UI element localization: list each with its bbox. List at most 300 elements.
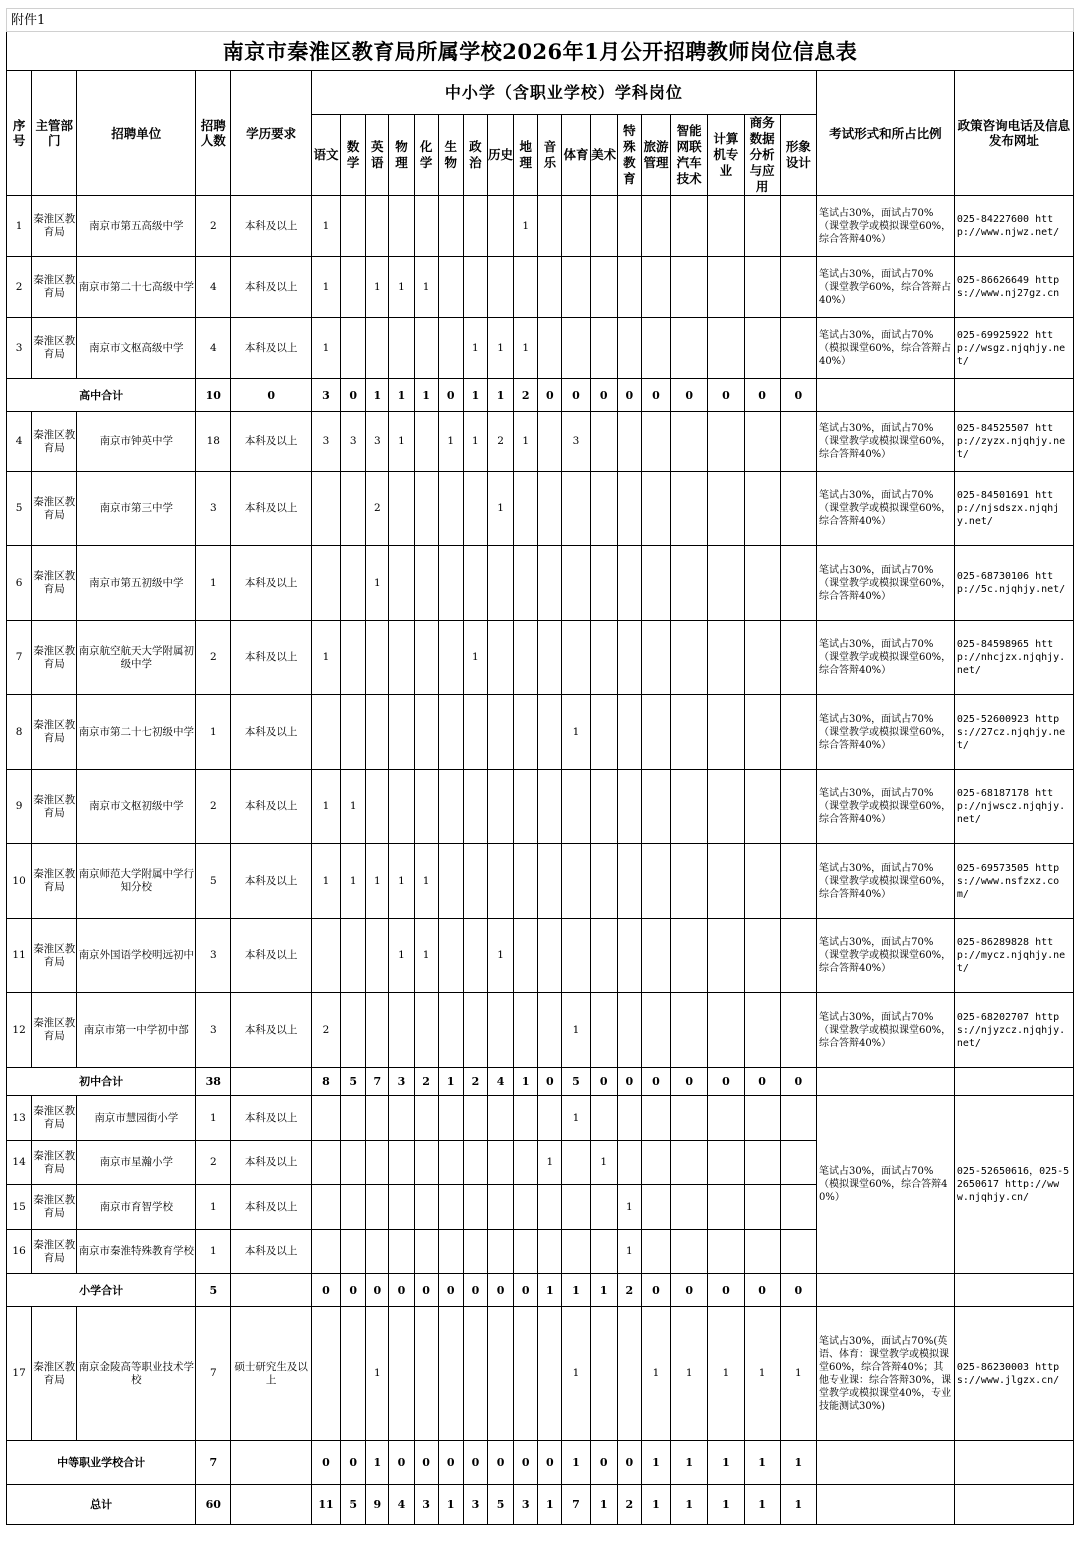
- subtotal-cell: 0: [341, 379, 366, 412]
- row-department: 秦淮区教育局: [32, 919, 77, 993]
- subtotal-contact-empty: [954, 1068, 1073, 1096]
- subject-cell: [538, 993, 562, 1068]
- subject-cell: [414, 472, 438, 546]
- row-department: 秦淮区教育局: [32, 257, 77, 318]
- subject-cell: [311, 1096, 340, 1141]
- subject-cell: [780, 770, 816, 844]
- subtotal-cell: 0: [311, 1441, 340, 1485]
- subject-cell: [744, 1096, 780, 1141]
- subject-cell: [744, 412, 780, 472]
- subtotal-cell: 4: [389, 1485, 414, 1525]
- subject-cell: [708, 621, 744, 695]
- subtotal-cell: 1: [366, 1441, 389, 1485]
- subject-header: 政治: [463, 115, 487, 196]
- subject-cell: [311, 1230, 340, 1274]
- subject-cell: [562, 318, 590, 379]
- subject-cell: 1: [514, 196, 538, 257]
- subject-cell: [562, 1185, 590, 1230]
- table-row: [7, 546, 1074, 621]
- subject-cell: [562, 196, 590, 257]
- subject-cell: 1: [311, 844, 340, 919]
- subject-cell: [538, 770, 562, 844]
- subtotal-cell: 0: [366, 1274, 389, 1307]
- subject-cell: [590, 993, 617, 1068]
- row-contact: 025-84501691 http://njsdszx.njqhjy.net/: [954, 472, 1073, 546]
- subject-cell: [366, 318, 389, 379]
- subject-cell: 2: [311, 993, 340, 1068]
- subtotal-cell: 1: [366, 379, 389, 412]
- subtotal-cell: 0: [617, 379, 641, 412]
- row-unit: 南京市第五初级中学: [77, 546, 196, 621]
- subtotal-cell: 1: [562, 1274, 590, 1307]
- subject-cell: [590, 472, 617, 546]
- row-count: 1: [196, 695, 231, 770]
- row-exam: 笔试占30%，面试占70%（模拟课堂60%，综合答辩占40%）: [816, 318, 954, 379]
- subtotal-cell: 5: [562, 1068, 590, 1096]
- row-exam: 笔试占30%，面试占70%（课堂教学或模拟课堂60%，综合答辩40%）: [816, 993, 954, 1068]
- subtotal-cell: 0: [562, 379, 590, 412]
- table-row: [7, 919, 1074, 993]
- subject-cell: [590, 844, 617, 919]
- subject-header: 特殊教育: [617, 115, 641, 196]
- subtotal-cell: 1: [744, 1485, 780, 1525]
- subtotal-cell: 1: [414, 379, 438, 412]
- subject-cell: 1: [463, 412, 487, 472]
- row-education: 本科及以上: [231, 1230, 312, 1274]
- subject-cell: [617, 1307, 641, 1441]
- subject-cell: [414, 318, 438, 379]
- subtotal-cell: 0: [671, 379, 708, 412]
- subject-cell: 1: [366, 1307, 389, 1441]
- row-exam: 笔试占30%，面试占70%（课堂教学或模拟课堂60%，综合答辩40%）: [816, 196, 954, 257]
- row-unit: 南京市第二十七高级中学: [77, 257, 196, 318]
- subject-cell: [562, 546, 590, 621]
- subject-cell: [708, 770, 744, 844]
- subtotal-cell: 1: [438, 1068, 463, 1096]
- subtotal-cell: 2: [463, 1068, 487, 1096]
- row-department: 秦淮区教育局: [32, 472, 77, 546]
- subject-cell: [671, 412, 708, 472]
- row-education: 本科及以上: [231, 1185, 312, 1230]
- subtotal-cell: 0: [744, 1068, 780, 1096]
- row-contact: 025-86230003 https://www.jlgzx.cn/: [954, 1307, 1073, 1441]
- subject-cell: 1: [366, 257, 389, 318]
- row-education: 本科及以上: [231, 770, 312, 844]
- subtotal-cell: 5: [341, 1485, 366, 1525]
- subject-cell: [744, 1185, 780, 1230]
- subtotal-cell: 2: [414, 1068, 438, 1096]
- subject-cell: [438, 1307, 463, 1441]
- row-index: 2: [7, 257, 32, 318]
- subtotal-cell: 1: [538, 1485, 562, 1525]
- subject-cell: [641, 546, 670, 621]
- subject-cell: [780, 1185, 816, 1230]
- row-index: 13: [7, 1096, 32, 1141]
- subject-cell: 1: [641, 1307, 670, 1441]
- subtotal-label: 总计: [7, 1485, 196, 1525]
- subtotal-label: 中等职业学校合计: [7, 1441, 196, 1485]
- header-contact: 政策咨询电话及信息发布网址: [954, 71, 1073, 196]
- subject-cell: [780, 257, 816, 318]
- subject-cell: [389, 1096, 414, 1141]
- table-row: [7, 318, 1074, 379]
- subject-cell: [562, 257, 590, 318]
- table-row: [7, 472, 1074, 546]
- subject-cell: [341, 1307, 366, 1441]
- subject-cell: [414, 1307, 438, 1441]
- subject-header: 数学: [341, 115, 366, 196]
- subject-cell: [590, 1307, 617, 1441]
- row-index: 12: [7, 993, 32, 1068]
- subject-cell: [414, 1230, 438, 1274]
- subtotal-cell: 0: [538, 1441, 562, 1485]
- subject-cell: [514, 1230, 538, 1274]
- subject-cell: [538, 621, 562, 695]
- subject-cell: 1: [538, 1141, 562, 1185]
- subject-cell: 1: [514, 318, 538, 379]
- page-title: 南京市秦淮区教育局所属学校2026年1月公开招聘教师岗位信息表: [7, 32, 1074, 71]
- subtotal-cell: 0: [780, 1274, 816, 1307]
- subject-cell: [617, 196, 641, 257]
- row-index: 8: [7, 695, 32, 770]
- subtotal-cell: 2: [617, 1274, 641, 1307]
- subtotal-contact-empty: [954, 1485, 1073, 1525]
- subject-cell: 1: [389, 919, 414, 993]
- subject-cell: 3: [562, 412, 590, 472]
- subject-cell: [487, 621, 513, 695]
- subtotal-cell: 0: [744, 379, 780, 412]
- subject-cell: [311, 472, 340, 546]
- subject-cell: [366, 1096, 389, 1141]
- subtotal-cell: 0: [744, 1274, 780, 1307]
- subject-cell: 1: [414, 919, 438, 993]
- subject-cell: [671, 318, 708, 379]
- subject-cell: [780, 472, 816, 546]
- row-department: 秦淮区教育局: [32, 1185, 77, 1230]
- subject-cell: [671, 993, 708, 1068]
- subtotal-cell: 1: [744, 1441, 780, 1485]
- subject-cell: [780, 1141, 816, 1185]
- subject-cell: 1: [311, 196, 340, 257]
- row-department: 秦淮区教育局: [32, 844, 77, 919]
- subject-cell: [341, 257, 366, 318]
- subject-cell: [538, 196, 562, 257]
- subject-cell: [744, 993, 780, 1068]
- subject-cell: [538, 546, 562, 621]
- header-subject-group: 中小学（含职业学校）学科岗位: [311, 71, 816, 115]
- subject-cell: [538, 257, 562, 318]
- subject-cell: [708, 196, 744, 257]
- subject-cell: [744, 472, 780, 546]
- subject-cell: [744, 546, 780, 621]
- subject-cell: [641, 1096, 670, 1141]
- subject-cell: [708, 546, 744, 621]
- subject-cell: [487, 1096, 513, 1141]
- subtotal-contact-empty: [954, 1274, 1073, 1307]
- subject-cell: [414, 1185, 438, 1230]
- subtotal-cell: 0: [463, 1441, 487, 1485]
- subject-cell: [641, 318, 670, 379]
- subject-cell: [463, 695, 487, 770]
- subject-cell: 2: [487, 412, 513, 472]
- subject-cell: [366, 695, 389, 770]
- subject-cell: [463, 546, 487, 621]
- subject-cell: 1: [514, 412, 538, 472]
- subtotal-cell: 1: [708, 1441, 744, 1485]
- subject-cell: [671, 1185, 708, 1230]
- table-row: [7, 1307, 1074, 1441]
- row-department: 秦淮区教育局: [32, 196, 77, 257]
- subtotal-education: [231, 1274, 312, 1307]
- subject-cell: [641, 412, 670, 472]
- subject-cell: [590, 546, 617, 621]
- subject-cell: [590, 919, 617, 993]
- subject-cell: [641, 695, 670, 770]
- row-count: 2: [196, 770, 231, 844]
- subtotal-cell: 0: [641, 1068, 670, 1096]
- subject-cell: [438, 257, 463, 318]
- subtotal-exam-empty: [816, 1485, 954, 1525]
- subject-cell: [641, 993, 670, 1068]
- subtotal-cell: 1: [590, 1485, 617, 1525]
- subject-header: 旅游管理: [641, 115, 670, 196]
- subject-cell: 1: [780, 1307, 816, 1441]
- subtotal-cell: 0: [341, 1274, 366, 1307]
- row-index: 11: [7, 919, 32, 993]
- subtotal-cell: 1: [641, 1441, 670, 1485]
- row-exam: 笔试占30%，面试占70%（课堂教学或模拟课堂60%，综合答辩40%）: [816, 695, 954, 770]
- subject-cell: [671, 844, 708, 919]
- subject-cell: [389, 1185, 414, 1230]
- subject-cell: [514, 1141, 538, 1185]
- subject-cell: [311, 695, 340, 770]
- subject-cell: [590, 196, 617, 257]
- subject-cell: [514, 257, 538, 318]
- subject-cell: [438, 472, 463, 546]
- row-education: 本科及以上: [231, 546, 312, 621]
- header-unit: 招聘单位: [77, 71, 196, 196]
- subject-cell: [311, 919, 340, 993]
- subtotal-count: 60: [196, 1485, 231, 1525]
- subject-header: 语文: [311, 115, 340, 196]
- subject-header: 形象设计: [780, 115, 816, 196]
- subject-cell: [538, 1230, 562, 1274]
- subject-cell: [311, 1307, 340, 1441]
- subtotal-cell: 3: [514, 1485, 538, 1525]
- row-contact: 025-86289828 http://mycz.njqhjy.net/: [954, 919, 1073, 993]
- subject-cell: [780, 412, 816, 472]
- subject-cell: [708, 318, 744, 379]
- subject-cell: [514, 695, 538, 770]
- subtotal-cell: 0: [708, 1274, 744, 1307]
- subtotal-cell: 0: [438, 379, 463, 412]
- subject-cell: 1: [562, 993, 590, 1068]
- subject-cell: [671, 621, 708, 695]
- subject-cell: [341, 1185, 366, 1230]
- row-index: 9: [7, 770, 32, 844]
- row-unit: 南京市星瀚小学: [77, 1141, 196, 1185]
- subject-cell: 2: [366, 472, 389, 546]
- subject-cell: [414, 770, 438, 844]
- subject-cell: 1: [311, 257, 340, 318]
- subtotal-cell: 4: [487, 1068, 513, 1096]
- subtotal-cell: 0: [438, 1441, 463, 1485]
- row-index: 3: [7, 318, 32, 379]
- subject-cell: 1: [341, 770, 366, 844]
- row-unit: 南京市慧园街小学: [77, 1096, 196, 1141]
- subject-cell: [414, 546, 438, 621]
- subtotal-cell: 1: [562, 1441, 590, 1485]
- subject-cell: [414, 1141, 438, 1185]
- primary-exam: 笔试占30%，面试占70%（模拟课堂60%，综合答辩40%）: [816, 1096, 954, 1274]
- attachment-label: 附件1: [7, 9, 1074, 32]
- row-contact: 025-69573505 https://www.nsfzxz.com/: [954, 844, 1073, 919]
- subject-cell: [514, 1185, 538, 1230]
- subject-cell: [744, 770, 780, 844]
- subject-cell: [590, 1185, 617, 1230]
- row-index: 1: [7, 196, 32, 257]
- subject-cell: [341, 318, 366, 379]
- subject-cell: [514, 993, 538, 1068]
- subject-cell: [562, 770, 590, 844]
- subject-header: 地理: [514, 115, 538, 196]
- row-department: 秦淮区教育局: [32, 318, 77, 379]
- subject-cell: 1: [708, 1307, 744, 1441]
- subject-cell: [671, 257, 708, 318]
- row-index: 5: [7, 472, 32, 546]
- header-department: 主管部门: [32, 71, 77, 196]
- subject-cell: [744, 1230, 780, 1274]
- subject-cell: [487, 770, 513, 844]
- row-education: 本科及以上: [231, 472, 312, 546]
- table-row: [7, 695, 1074, 770]
- row-education: 本科及以上: [231, 196, 312, 257]
- subject-cell: [708, 844, 744, 919]
- subject-cell: [463, 844, 487, 919]
- subject-cell: 1: [311, 318, 340, 379]
- subject-cell: [538, 1185, 562, 1230]
- subject-cell: [366, 196, 389, 257]
- subject-cell: [562, 1230, 590, 1274]
- subject-cell: [341, 1141, 366, 1185]
- subject-cell: [438, 1096, 463, 1141]
- row-contact: 025-84227600 http://www.njwz.net/: [954, 196, 1073, 257]
- subject-cell: 1: [487, 318, 513, 379]
- table-row: [7, 844, 1074, 919]
- subject-cell: [514, 1307, 538, 1441]
- row-unit: 南京市第一中学初中部: [77, 993, 196, 1068]
- subtotal-cell: 11: [311, 1485, 340, 1525]
- subtotal-cell: 0: [708, 1068, 744, 1096]
- row-exam: 笔试占30%，面试占70%（课堂教学或模拟课堂60%，综合答辩40%）: [816, 412, 954, 472]
- subtotal-count: 7: [196, 1441, 231, 1485]
- subject-cell: [366, 993, 389, 1068]
- subtotal-cell: 0: [311, 1274, 340, 1307]
- subject-cell: [514, 1096, 538, 1141]
- subject-cell: 1: [414, 257, 438, 318]
- subject-cell: 1: [463, 318, 487, 379]
- subject-cell: [562, 621, 590, 695]
- subject-cell: [389, 770, 414, 844]
- row-unit: 南京市钟英中学: [77, 412, 196, 472]
- subtotal-cell: 0: [487, 1274, 513, 1307]
- subject-cell: [389, 993, 414, 1068]
- row-education: 本科及以上: [231, 695, 312, 770]
- subtotal-cell: 1: [590, 1274, 617, 1307]
- subject-cell: [389, 621, 414, 695]
- subtotal-cell: 0: [463, 1274, 487, 1307]
- row-department: 秦淮区教育局: [32, 621, 77, 695]
- subtotal-cell: 1: [389, 379, 414, 412]
- subject-cell: 3: [311, 412, 340, 472]
- row-education: 本科及以上: [231, 621, 312, 695]
- recruitment-table: [6, 8, 1074, 1525]
- subtotal-exam-empty: [816, 1068, 954, 1096]
- subtotal-cell: 0: [617, 1068, 641, 1096]
- subject-cell: [311, 1141, 340, 1185]
- subtotal-education: [231, 1485, 312, 1525]
- subject-cell: [590, 1230, 617, 1274]
- row-count: 2: [196, 621, 231, 695]
- subject-cell: [671, 1230, 708, 1274]
- subject-cell: [341, 993, 366, 1068]
- subject-cell: [366, 770, 389, 844]
- subject-cell: [311, 1185, 340, 1230]
- subject-cell: 1: [617, 1230, 641, 1274]
- row-department: 秦淮区教育局: [32, 1307, 77, 1441]
- primary-contact: 025-52650616，025-52650617 http://www.njqhjy.cn/: [954, 1096, 1073, 1274]
- subject-cell: [438, 993, 463, 1068]
- subject-cell: [641, 1185, 670, 1230]
- row-education: 本科及以上: [231, 257, 312, 318]
- subtotal-cell: 0: [487, 1441, 513, 1485]
- subject-cell: [780, 844, 816, 919]
- row-index: 17: [7, 1307, 32, 1441]
- row-index: 16: [7, 1230, 32, 1274]
- subtotal-cell: 0: [341, 1441, 366, 1485]
- subject-cell: 1: [311, 621, 340, 695]
- subject-cell: [744, 257, 780, 318]
- subject-cell: [514, 621, 538, 695]
- subject-cell: [708, 993, 744, 1068]
- row-unit: 南京市第二十七初级中学: [77, 695, 196, 770]
- subject-cell: [780, 1096, 816, 1141]
- subtotal-cell: 3: [311, 379, 340, 412]
- subject-cell: [671, 1141, 708, 1185]
- subject-cell: [708, 257, 744, 318]
- subject-cell: 1: [562, 695, 590, 770]
- subject-cell: [641, 1141, 670, 1185]
- subject-cell: [641, 1230, 670, 1274]
- subject-cell: 1: [487, 472, 513, 546]
- subject-cell: [341, 1096, 366, 1141]
- row-exam: 笔试占30%，面试占70%（课堂教学或模拟课堂60%，综合答辩40%）: [816, 770, 954, 844]
- subtotal-cell: 9: [366, 1485, 389, 1525]
- subtotal-cell: 1: [514, 1068, 538, 1096]
- subject-cell: [538, 695, 562, 770]
- subject-cell: [463, 1141, 487, 1185]
- row-exam: 笔试占30%，面试占70%（课堂教学60%，综合答辩占40%）: [816, 257, 954, 318]
- subject-cell: 1: [744, 1307, 780, 1441]
- subject-cell: [389, 472, 414, 546]
- subject-cell: [463, 1307, 487, 1441]
- subject-cell: [438, 695, 463, 770]
- table-row: [7, 993, 1074, 1068]
- row-contact: 025-84525507 http://zyzx.njqhjy.net/: [954, 412, 1073, 472]
- subject-cell: [463, 1096, 487, 1141]
- table-row: [7, 412, 1074, 472]
- subject-cell: [538, 919, 562, 993]
